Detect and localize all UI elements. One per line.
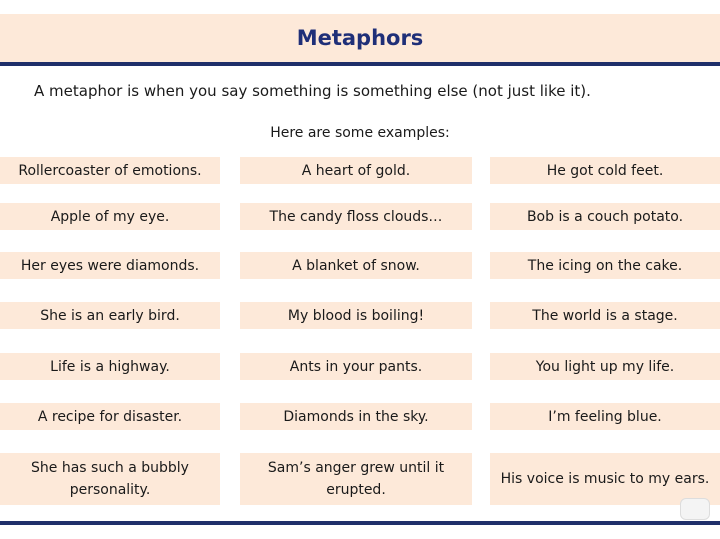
example-cell: A blanket of snow. — [240, 252, 472, 279]
example-cell: She is an early bird. — [0, 302, 220, 329]
example-cell: A recipe for disaster. — [0, 403, 220, 430]
example-cell: Life is a highway. — [0, 353, 220, 380]
example-cell: The candy floss clouds… — [240, 203, 472, 230]
example-cell: A heart of gold. — [240, 157, 472, 184]
example-cell: Rollercoaster of emotions. — [0, 157, 220, 184]
example-cell: Bob is a couch potato. — [490, 203, 720, 230]
publisher-logo-icon — [680, 498, 710, 520]
example-cell: She has such a bubbly personality. — [0, 453, 220, 505]
intro-text: A metaphor is when you say something is something else (not just like it). — [34, 82, 591, 100]
example-cell: I’m feeling blue. — [490, 403, 720, 430]
examples-label: Here are some examples: — [270, 125, 450, 141]
example-cell: The icing on the cake. — [490, 252, 720, 279]
example-cell: You light up my life. — [490, 353, 720, 380]
example-cell: The world is a stage. — [490, 302, 720, 329]
example-cell: His voice is music to my ears. — [490, 453, 720, 505]
page-title: Metaphors — [296, 26, 424, 50]
example-cell: Apple of my eye. — [0, 203, 220, 230]
example-cell: He got cold feet. — [490, 157, 720, 184]
example-cell: Diamonds in the sky. — [240, 403, 472, 430]
example-cell: Her eyes were diamonds. — [0, 252, 220, 279]
example-cell: Ants in your pants. — [240, 353, 472, 380]
example-cell: Sam’s anger grew until it erupted. — [240, 453, 472, 505]
footer-divider — [0, 521, 720, 525]
example-cell: My blood is boiling! — [240, 302, 472, 329]
